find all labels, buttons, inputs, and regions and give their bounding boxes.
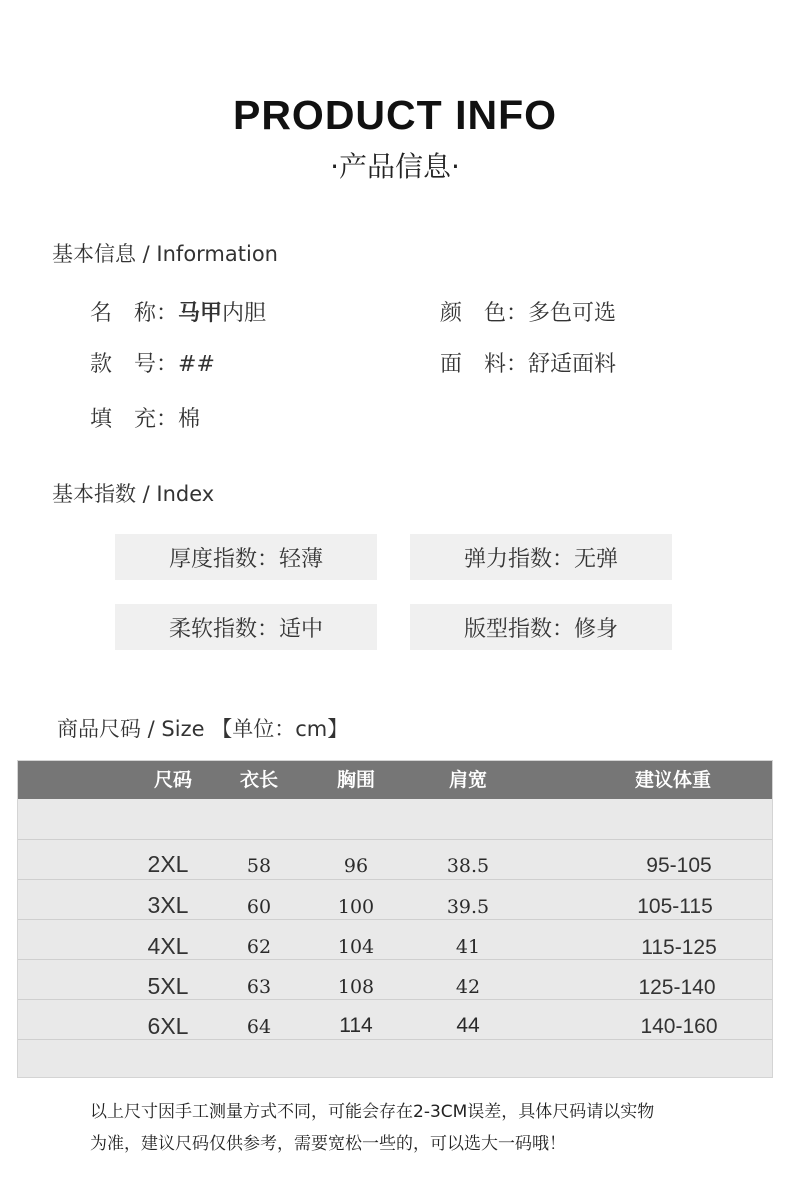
size-note-line-2: 为准，建议尺码仅供参考，需要宽松一些的，可以选大一码哦！ bbox=[90, 1134, 566, 1154]
fabric-value: 舒适面料 bbox=[528, 352, 617, 377]
table-cell-weight: 140-160 bbox=[640, 1015, 718, 1038]
table-cell-length: 64 bbox=[246, 1016, 272, 1038]
header-shoulder: 肩宽 bbox=[448, 769, 487, 791]
row-divider bbox=[18, 839, 772, 840]
table-cell-weight: 115-125 bbox=[641, 936, 717, 959]
table-cell-shoulder: 41 bbox=[455, 936, 481, 958]
row-divider bbox=[18, 879, 772, 880]
color-label: 颜 色： bbox=[440, 301, 529, 326]
page-subtitle: ·产品信息· bbox=[330, 150, 460, 183]
header-size: 尺码 bbox=[153, 769, 192, 791]
fabric-row bbox=[440, 347, 616, 378]
table-cell-size: 5XL bbox=[147, 973, 189, 999]
table-cell-chest: 100 bbox=[337, 896, 375, 918]
fit-index: 版型指数：修身 bbox=[410, 604, 672, 650]
thickness-index: 厚度指数：轻薄 bbox=[115, 534, 377, 580]
header-weight: 建议体重 bbox=[634, 769, 711, 791]
softness-index: 柔软指数：适中 bbox=[115, 604, 377, 650]
fill-row bbox=[90, 402, 200, 433]
style-row bbox=[90, 347, 215, 378]
table-cell-size: 4XL bbox=[147, 933, 189, 959]
fill-label: 填 充： bbox=[90, 407, 179, 432]
color-row bbox=[440, 296, 616, 327]
size-table bbox=[17, 760, 773, 1078]
name-row bbox=[90, 296, 266, 327]
size-heading: 商品尺码 / Size 【单位：cm】 bbox=[57, 717, 349, 741]
fabric-label: 面 料： bbox=[440, 352, 529, 377]
header-chest: 胸围 bbox=[336, 769, 375, 791]
table-cell-chest: 96 bbox=[343, 855, 369, 877]
table-cell-chest: 104 bbox=[337, 936, 375, 958]
table-cell-length: 60 bbox=[246, 896, 272, 918]
table-cell-length: 63 bbox=[246, 976, 272, 998]
table-cell-shoulder: 42 bbox=[455, 976, 481, 998]
page-title: PRODUCT INFO bbox=[232, 92, 558, 138]
table-cell-shoulder: 44 bbox=[456, 1014, 480, 1037]
size-table-header bbox=[18, 761, 772, 799]
table-cell-chest: 108 bbox=[337, 976, 375, 998]
row-divider bbox=[18, 919, 772, 920]
table-cell-size: 2XL bbox=[147, 851, 189, 877]
table-cell-chest: 114 bbox=[339, 1014, 373, 1037]
table-cell-weight: 125-140 bbox=[638, 976, 716, 999]
style-label: 款 号： bbox=[90, 352, 179, 377]
elasticity-index: 弹力指数：无弹 bbox=[410, 534, 672, 580]
table-cell-size: 3XL bbox=[147, 892, 189, 918]
name-value: 内胆 bbox=[222, 301, 267, 326]
table-cell-length: 58 bbox=[246, 855, 272, 877]
color-value: 多色可选 bbox=[528, 301, 617, 326]
info-heading: 基本信息 / Information bbox=[52, 242, 278, 266]
name-value-bold: 马甲 bbox=[178, 301, 223, 326]
table-cell-shoulder: 39.5 bbox=[446, 896, 490, 918]
table-cell-length: 62 bbox=[246, 936, 272, 958]
table-cell-weight: 95-105 bbox=[646, 854, 712, 877]
name-label: 名 称： bbox=[90, 301, 179, 326]
table-cell-weight: 105-115 bbox=[637, 895, 713, 918]
index-heading: 基本指数 / Index bbox=[52, 482, 215, 506]
fill-value: 棉 bbox=[178, 407, 201, 432]
header-length: 衣长 bbox=[239, 769, 278, 791]
table-cell-shoulder: 38.5 bbox=[446, 855, 490, 877]
table-cell-size: 6XL bbox=[147, 1013, 189, 1039]
style-value: ## bbox=[178, 352, 215, 377]
size-note-line-1: 以上尺寸因手工测量方式不同，可能会存在2-3CM误差，具体尺码请以实物 bbox=[90, 1102, 655, 1122]
